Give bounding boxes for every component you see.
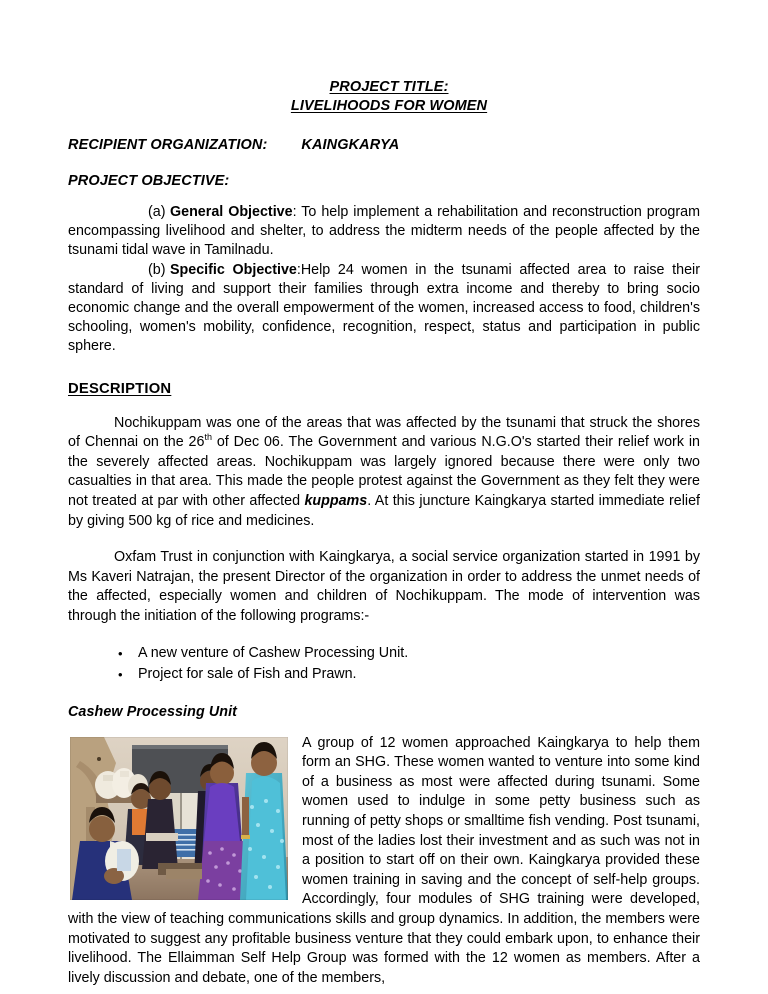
objective-specific-title: Specific Objective: [170, 261, 297, 278]
programs-bullet-list: [68, 643, 700, 685]
description-paragraph-1-part1: Nochikuppam was one of the areas that was affected by the tsunami that struck the shores of Chennai on the 26: [68, 414, 700, 451]
list-item: • Project for sale of Fish and Prawn.: [68, 664, 700, 685]
cashew-section: [68, 734, 700, 989]
title-line-1: PROJECT TITLE:: [329, 79, 449, 95]
description-paragraph-1-part2: of Dec 06. The Government and various N.G.O's started their relief work in the severely affected areas. Nochikuppam was largely ignored because there were only two casualties in that area. This made the people protest against the Government as they felt they were not treated at par with other affected: [68, 434, 700, 509]
recipient-organization-value: KAINGKARYA: [301, 137, 400, 153]
title-line-2: LIVELIHOODS FOR WOMEN: [290, 98, 488, 114]
description-paragraph-1: [68, 414, 700, 532]
description-heading: DESCRIPTION: [68, 380, 172, 397]
description-paragraph-1-part3: . At this juncture Kaingkarya started immediate relief by giving 500 kg of rice and medicines.: [68, 493, 701, 529]
objective-general-title: General Objective: [170, 204, 293, 220]
ordinal-suffix: th: [204, 432, 212, 443]
objective-general: [68, 203, 700, 261]
photograph-women-cashew-unit: [70, 737, 288, 900]
objective-specific-tag: (b): [148, 261, 166, 278]
objective-specific-text: :Help 24 women in the tsunami affected area to raise their standard of living and support their families through extra income and thereby to bring socio economic change and the overall empowerment of the women, increased access to food, children's schooling, women's mobility, confidence, recognition, respect, status and participation in public sphere.: [68, 261, 700, 355]
objective-specific: [68, 261, 700, 357]
objective-general-text: : To help implement a rehabilitation and reconstruction program encompassing livelihood and shelter, to address the midterm needs of the people affected by the tsunami tidal wave in Tamilnadu.: [68, 204, 700, 259]
description-paragraph-2: Oxfam Trust in conjunction with Kaingkarya, a social service organization started in 1991 by Ms Kaveri Natrajan, the present Director of the organization in order to address the unmet needs of the affected, especially women and children of Nochikuppam. The mode of intervention was through the initiation of the following programs:-: [68, 549, 700, 624]
recipient-organization-label: RECIPIENT ORGANIZATION:: [68, 137, 268, 153]
document-title: [68, 78, 700, 116]
cashew-processing-unit-subheading: Cashew Processing Unit: [68, 703, 238, 720]
objectives-block: [68, 203, 700, 357]
photo-illustration: [70, 737, 288, 900]
objective-general-tag: (a): [148, 204, 166, 220]
kuppams-emphasis: kuppams: [304, 493, 368, 509]
project-objective-heading: PROJECT OBJECTIVE:: [68, 173, 230, 189]
recipient-organization-line: [68, 137, 700, 153]
cashew-paragraph: A group of 12 women approached Kaingkarya to help them form an SHG. These women wanted to venture into some kind of a business as most were affected during tsunami. Some women used to indulge in some petty business such as running of petty shops or smalltime fish vending. Post tsunami, most of the ladies lost their investment and as such was not in a position to start off on their own. Kaingkarya provided these women training in saving and the concept of self-help groups. Accordingly, four modules of SHG training were developed, with the view of teaching communications skills and group dynamics. In addition, the members were motivated to suggest any profitable business venture that they could embark upon, to enhance their livelihood. The Ellaimman Self Help Group was formed with the 12 women as members. After a lively discussion and debate, one of the members,: [68, 734, 700, 986]
list-item: • A new venture of Cashew Processing Unit.: [68, 643, 700, 664]
